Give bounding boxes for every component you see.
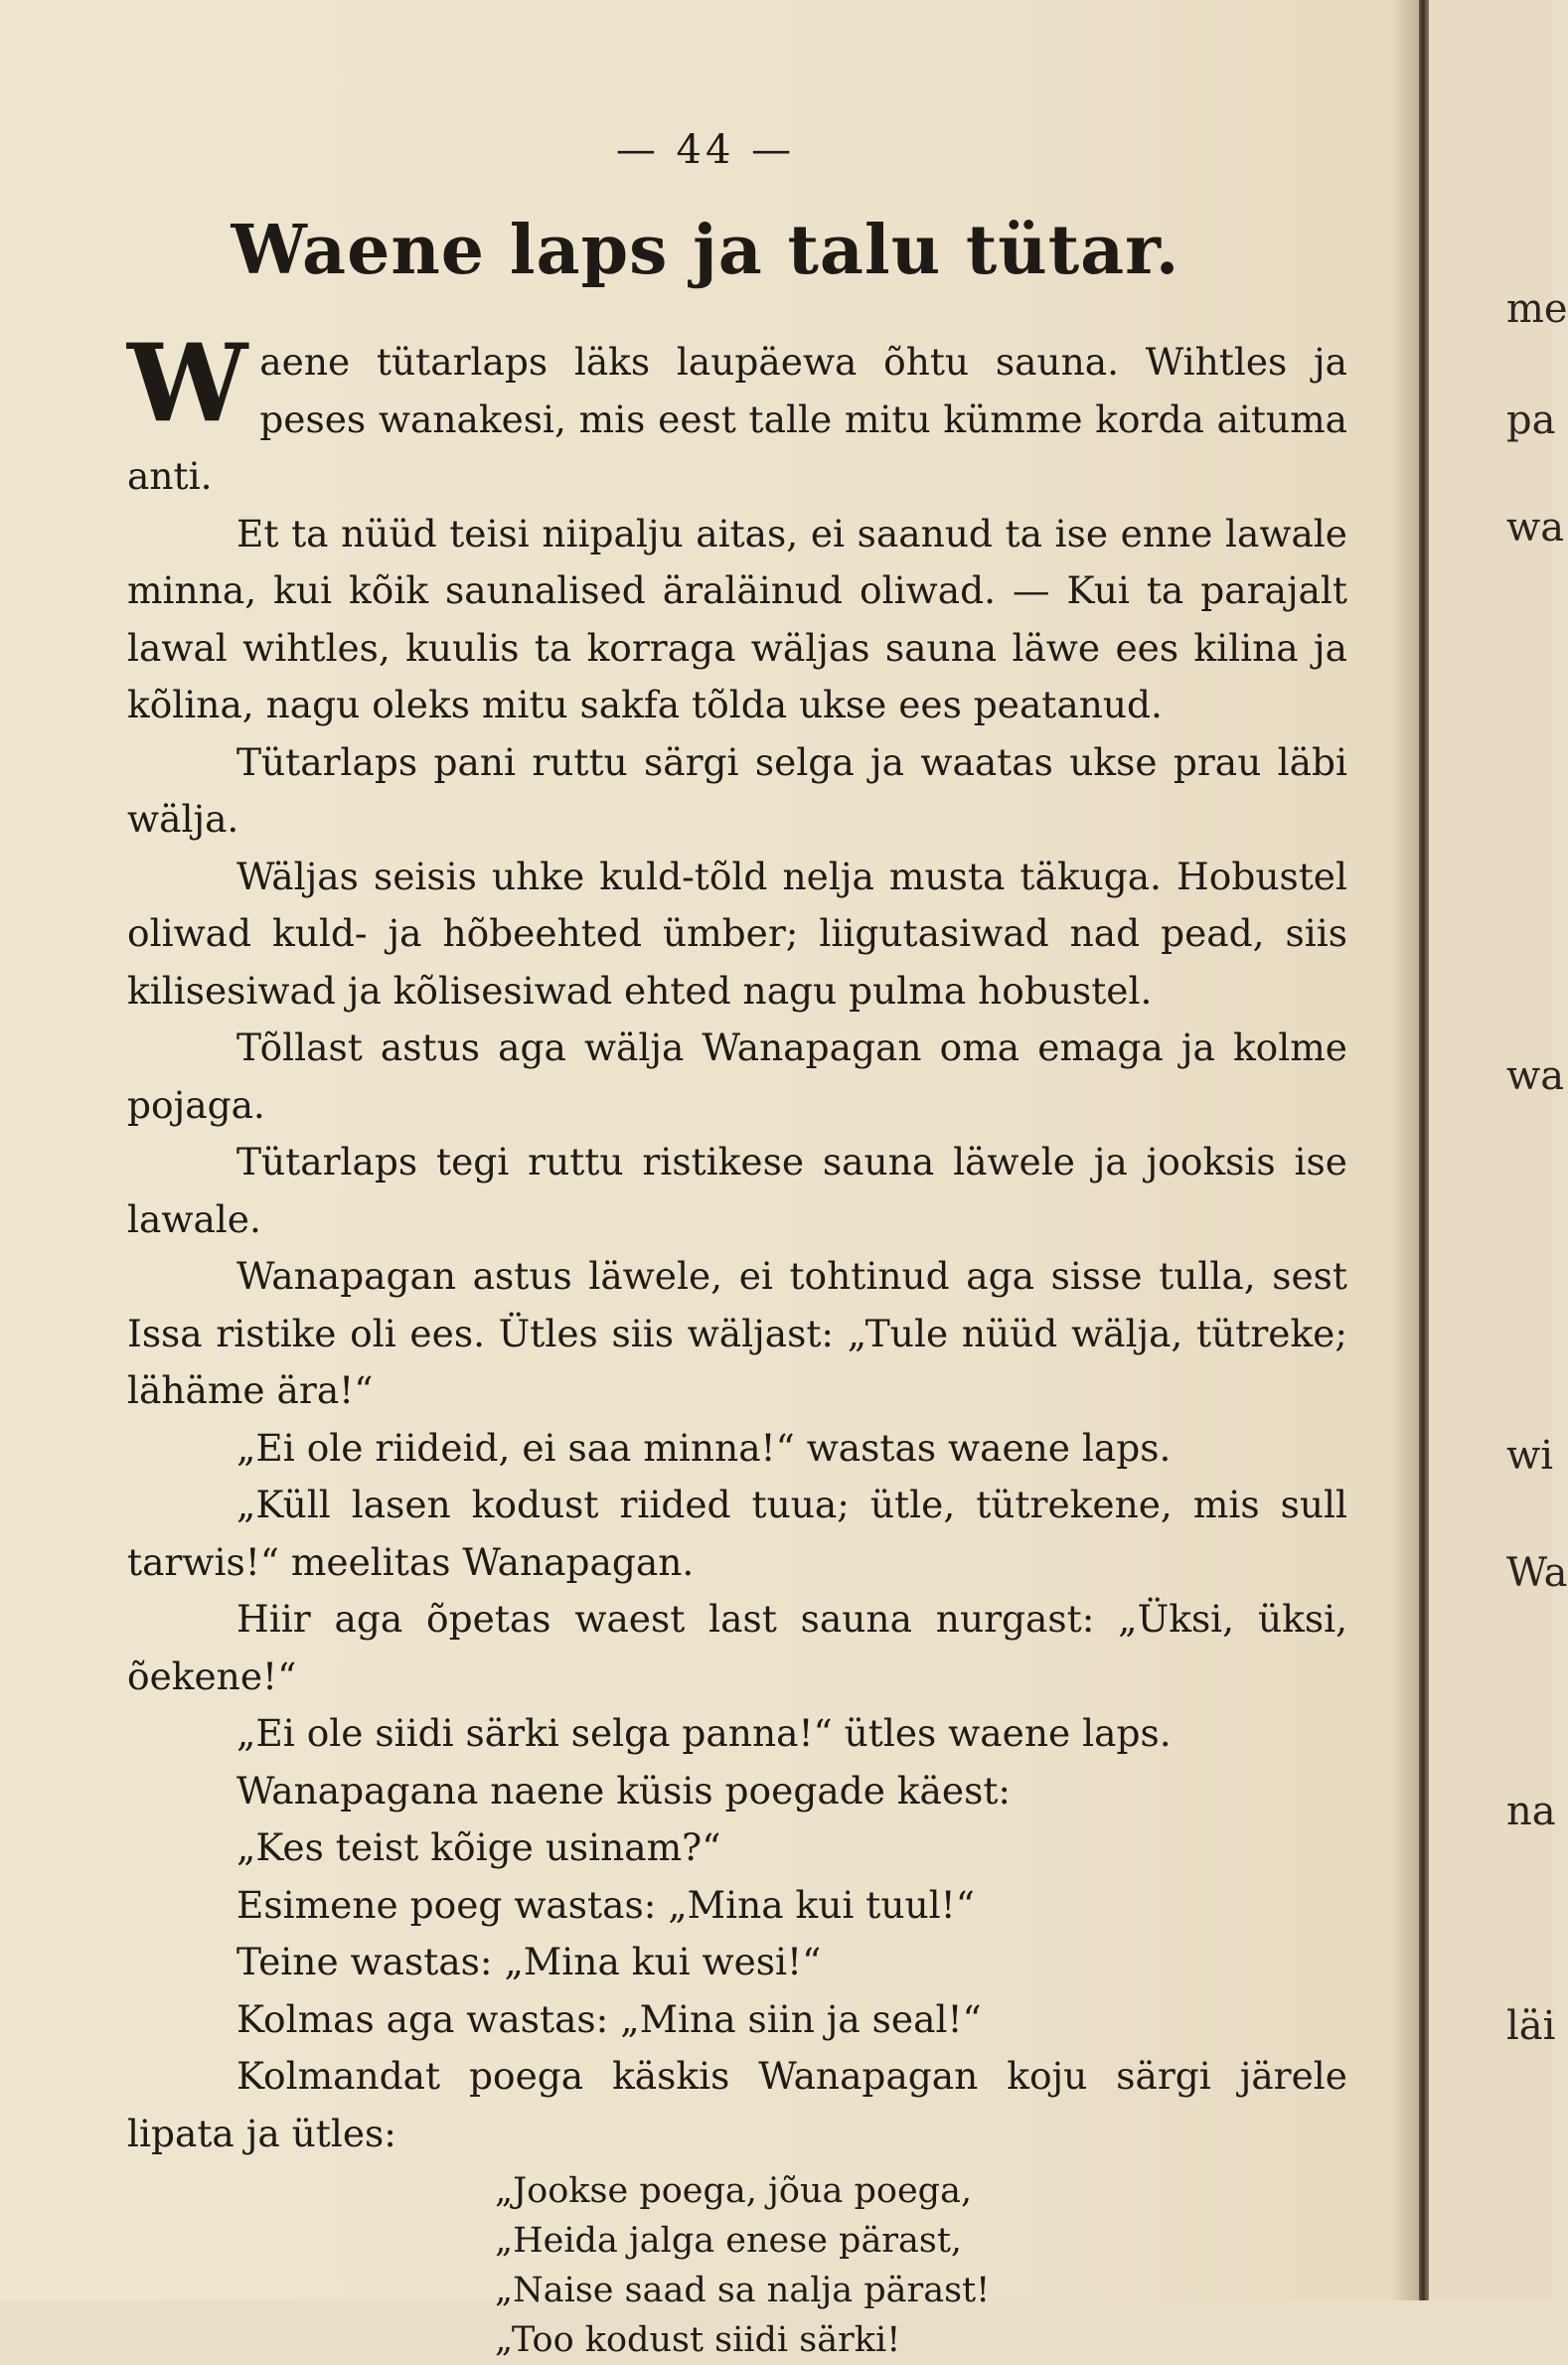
paragraph-12: Wanapagana naene küsis poegade käest:: [236, 1768, 1012, 1813]
next-page-fragment: wa: [1506, 1053, 1565, 1099]
next-page-fragment: wi: [1506, 1433, 1554, 1479]
paragraph-15: Teine wastas: „Mina kui wesi!“: [236, 1940, 822, 1983]
paragraph-17: Kolmandat poega käskis Wanapagan koju särgi järele lipata ja ütles:: [127, 2054, 1347, 2155]
verse-line: „Too kodust siidi särki!: [495, 2320, 901, 2360]
story-title: Waene laps ja talu tütar.: [231, 211, 1180, 290]
drop-cap: W: [127, 321, 248, 446]
verse-line: „Heida jalga enese pärast,: [495, 2221, 963, 2261]
paragraph-text: aene tütarlaps läks laupäewa õhtu sauna. Wihtles ja peses wanakesi, mis eest talle mitu kümme korda aituma anti.: [127, 340, 1347, 498]
verse-line: „Jookse poega, jõua poega,: [495, 2171, 973, 2211]
paragraph-1: [127, 321, 1347, 506]
paragraph-3: Tütarlaps pani ruttu särgi selga ja waatas ukse prau läbi wälja.: [127, 739, 1347, 841]
paragraph-10: Hiir aga õpetas waest last sauna nurgast: „Üksi, üksi, õekene!“: [127, 1597, 1347, 1698]
next-page-fragment: na: [1506, 1789, 1556, 1834]
next-page-fragment: pa: [1506, 397, 1556, 443]
paragraph-4: Wäljas seisis uhke kuld-tõld nelja musta täkuga. Hobustel oliwad kuld- ja hõbeehted ümber; liigutasiwad nad pead, siis kilisesiwad ja kõlisesiwad ehted nagu pulma hobustel.: [127, 854, 1347, 1013]
verse-block: [495, 2166, 1347, 2365]
paragraph-13: „Kes teist kõige usinam?“: [236, 1825, 721, 1869]
paragraph-7: Wanapagan astus läwele, ei tohtinud aga sisse tulla, sest Issa ristike oli ees. Ütles siis wäljast: „Tule nüüd wälja, tütreke; lähäme ära!“: [127, 1254, 1347, 1412]
next-page-fragment: me: [1506, 286, 1568, 332]
paragraph-16: Kolmas aga wastas: „Mina siin ja seal!“: [236, 1996, 982, 2041]
next-page-fragment: läi: [1506, 2003, 1556, 2049]
paragraph-5: Tõllast astus aga wälja Wanapagan oma emaga ja kolme pojaga.: [127, 1025, 1347, 1127]
paragraph-6: Tütarlaps tegi ruttu ristikese sauna läwele ja jooksis ise lawale.: [127, 1140, 1347, 1241]
verse-line: „Naise saad sa nalja pärast!: [495, 2271, 991, 2310]
paragraph-9: „Küll lasen kodust riided tuua; ütle, tütrekene, mis sull tarwis!“ meelitas Wanapagan.: [127, 1483, 1347, 1584]
page-number: — 44 —: [615, 127, 796, 173]
next-page-fragment: wa: [1506, 505, 1565, 551]
paragraph-2: Et ta nüüd teisi niipalju aitas, ei saanud ta ise enne lawale minna, kui kõik saunalised äraläinud oliwad. — Kui ta parajalt lawal wihtles, kuulis ta korraga wäljas sauna läwe ees kilina ja kõlina, nagu oleks mitu sakfa tõlda ukse ees peatanud.: [127, 511, 1347, 726]
next-page-fragment: Wa: [1506, 1550, 1568, 1596]
book-gutter: [1419, 0, 1429, 2300]
paragraph-14: Esimene poeg wastas: „Mina kui tuul!“: [236, 1882, 975, 1927]
gutter-shadow: [1391, 0, 1419, 2300]
paragraph-11: „Ei ole siidi särki selga panna!“ ütles waene laps.: [236, 1711, 1172, 1755]
story-text: [127, 321, 1347, 2365]
next-page-edge: [1429, 0, 1556, 2300]
paragraph-8: „Ei ole riideid, ei saa minna!“ wastas waene laps.: [236, 1425, 1172, 1470]
